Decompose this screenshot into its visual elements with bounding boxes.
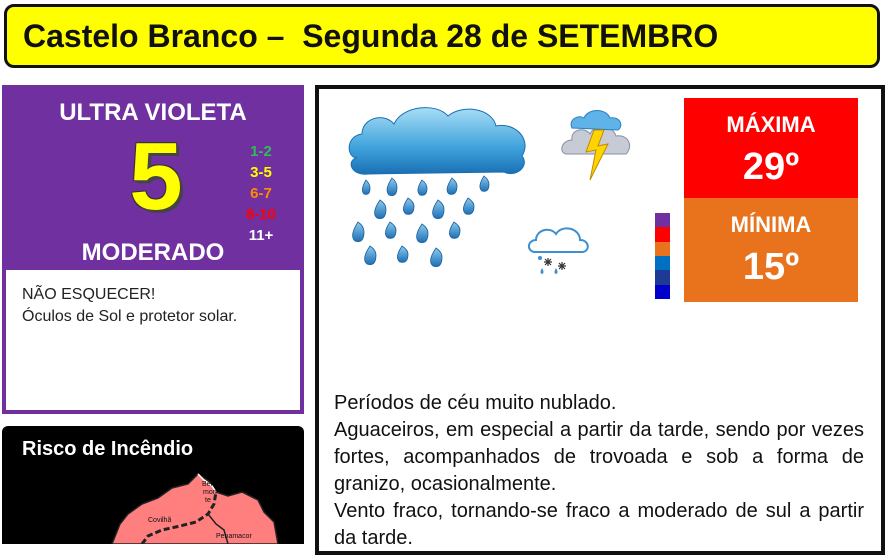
uv-scale-item: 8-10	[245, 206, 277, 223]
map-label: te	[205, 497, 211, 504]
uv-index-value: 5	[129, 123, 183, 230]
map-label: Bel	[202, 481, 213, 488]
uv-scale-item: 3-5	[250, 164, 272, 181]
forecast-line: Períodos de céu muito nublado.	[334, 392, 617, 414]
map-label: Penamacor	[216, 533, 252, 540]
max-value: 29º	[742, 146, 800, 188]
uv-title: ULTRA VIOLETA	[59, 99, 247, 126]
uv-scale-item: 6-7	[250, 185, 272, 202]
forecast-line: Vento fraco, tornando-se fraco a moderado de sul a partir da tarde.	[334, 500, 864, 549]
map-label: Covilhã	[148, 517, 172, 524]
page-title: Castelo Branco – Segunda 28 de SETEMBRO	[4, 4, 880, 68]
uv-level: MODERADO	[81, 239, 225, 266]
forecast-text	[334, 390, 864, 552]
legend-swatch	[655, 227, 670, 241]
uv-scale-item: 1-2	[250, 143, 272, 160]
thunderstorm-icon	[560, 106, 636, 182]
map-label: mon	[203, 489, 217, 496]
forecast-line: Aguaceiros, em especial a partir da tarde, sendo por vezes fortes, acompanhados de trovoada e sob a forma de granizo, ocasionalmente.	[334, 419, 864, 495]
advice-line: Óculos de Sol e protetor solar.	[22, 308, 238, 325]
advice-line: NÃO ESQUECER!	[22, 286, 156, 303]
max-label: MÁXIMA	[726, 112, 816, 137]
legend-swatch	[655, 242, 670, 256]
legend-swatch	[655, 285, 670, 299]
min-temperature-box	[684, 198, 858, 302]
uv-advice-box	[2, 270, 304, 414]
fire-risk-region	[112, 474, 278, 544]
uv-panel	[2, 85, 304, 272]
rain-cloud-icon	[344, 100, 536, 280]
fire-risk-title: Risco de Incêndio	[22, 438, 194, 460]
legend-swatch	[655, 256, 670, 270]
min-value: 15º	[742, 246, 800, 288]
uv-scale-item: 11+	[248, 227, 274, 244]
legend-swatch	[655, 213, 670, 227]
uv-scale	[238, 141, 284, 246]
max-temperature-box	[684, 98, 858, 198]
temperature-legend	[655, 213, 670, 299]
fire-risk-panel	[2, 426, 304, 544]
hail-icon	[526, 222, 590, 276]
legend-swatch	[655, 270, 670, 284]
fire-risk-map	[2, 426, 304, 544]
min-label: MÍNIMA	[730, 212, 812, 237]
